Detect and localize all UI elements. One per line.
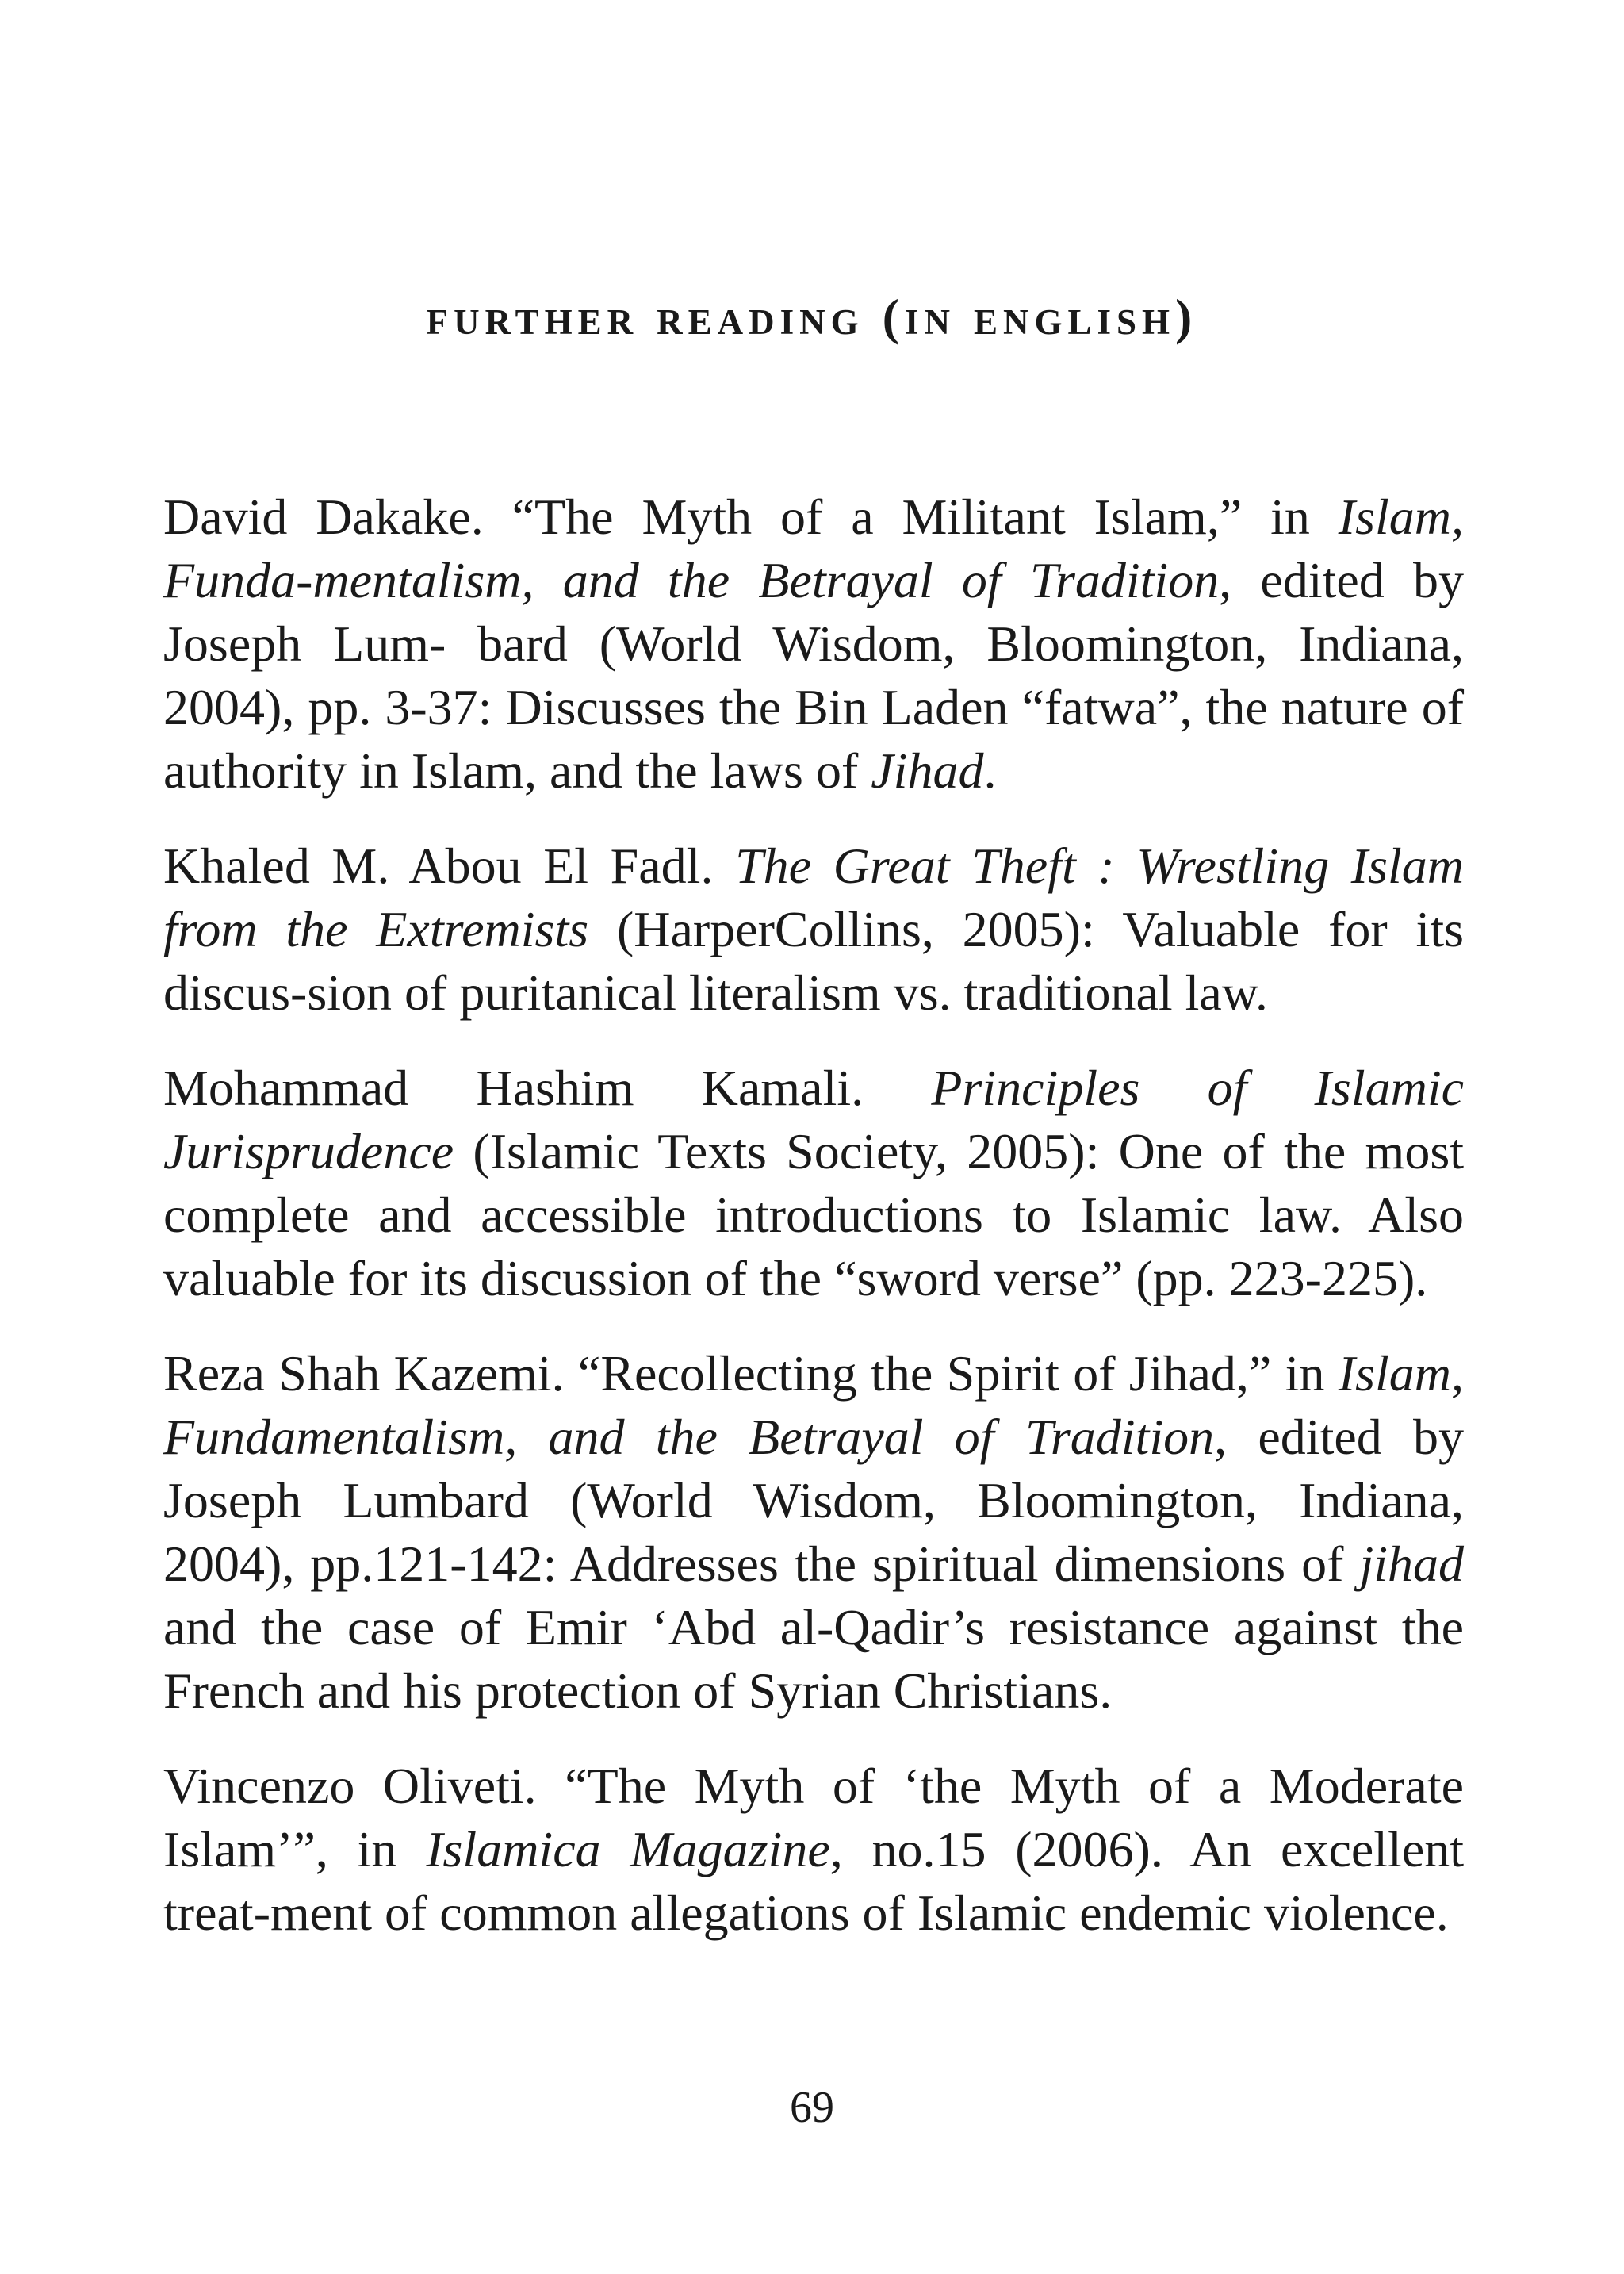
entry-text: .: [983, 742, 997, 799]
entry-book-title: Principles of Islamic Jurisprudence: [163, 1060, 1465, 1179]
entry-author: Vincenzo Oliveti.: [163, 1758, 537, 1814]
entry-italic-term: jihad: [1359, 1536, 1464, 1592]
reading-entry-oliveti: [163, 1754, 1464, 1945]
reading-entry-kamali: [163, 1056, 1464, 1310]
entry-author: Reza Shah Kazemi.: [163, 1345, 565, 1402]
entry-author: Khaled M. Abou El Fadl.: [163, 838, 714, 894]
entry-text: “The Myth of a Militant Islam,” in: [483, 489, 1339, 545]
entry-text: and the case of Emir ‘Abd al-Qadir’s resistance against the French and his protection of Syrian Christians.: [163, 1599, 1464, 1719]
entry-text: , edited by Joseph Lumbard (World Wisdom, Bloomington, Indiana, 2004), pp.121-142: Addresses the spiritual dimensions of: [163, 1409, 1465, 1592]
entry-author: Mohammad Hashim Kamali.: [163, 1060, 864, 1116]
entry-text: “Recollecting the Spirit of Jihad,” in: [564, 1345, 1339, 1402]
entry-text: (Islamic Texts Society, 2005): One of the most complete and accessible introductions to Islamic law. Also valuable for its discussion of the “sword verse” (pp. 223-225).: [163, 1123, 1464, 1306]
entry-italic-term: Jihad: [871, 742, 984, 799]
reading-list: [163, 485, 1464, 1977]
entry-book-title: Islamica Magazine,: [426, 1821, 843, 1877]
entry-text: [713, 838, 735, 894]
entry-text: no.15 (2006). An excellent treat-ment of common allegations of Islamic endemic violence.: [163, 1821, 1465, 1941]
reading-entry-kazemi: [163, 1342, 1464, 1723]
entry-text: [864, 1060, 931, 1116]
entry-text: (HarperCollins, 2005): Valuable for its discus-sion of puritanical literalism vs. traditional law.: [163, 901, 1465, 1021]
reading-entry-abou-el-fadl: [163, 834, 1464, 1025]
entry-book-title: The Great Theft : Wrestling Islam from the Extremists: [163, 838, 1464, 957]
entry-book-title: Islam, Funda-mentalism, and the Betrayal of Tradition: [163, 489, 1465, 608]
section-heading: further reading (in english): [426, 289, 1198, 345]
entry-text: “The Myth of ‘the Myth of a Moderate Islam’”, in: [163, 1758, 1465, 1877]
page-number: 69: [790, 2083, 834, 2132]
entry-book-title: Islam, Fundamentalism, and the Betrayal of Tradition: [163, 1345, 1465, 1465]
reading-entry-dakake: [163, 485, 1464, 803]
entry-author: David Dakake.: [163, 489, 484, 545]
entry-text: , edited by Joseph Lum- bard (World Wisdom, Bloomington, Indiana, 2004), pp. 3-37: Discusses the Bin Laden “fatwa”, the nature of authority in Islam, and the laws of: [163, 552, 1465, 799]
